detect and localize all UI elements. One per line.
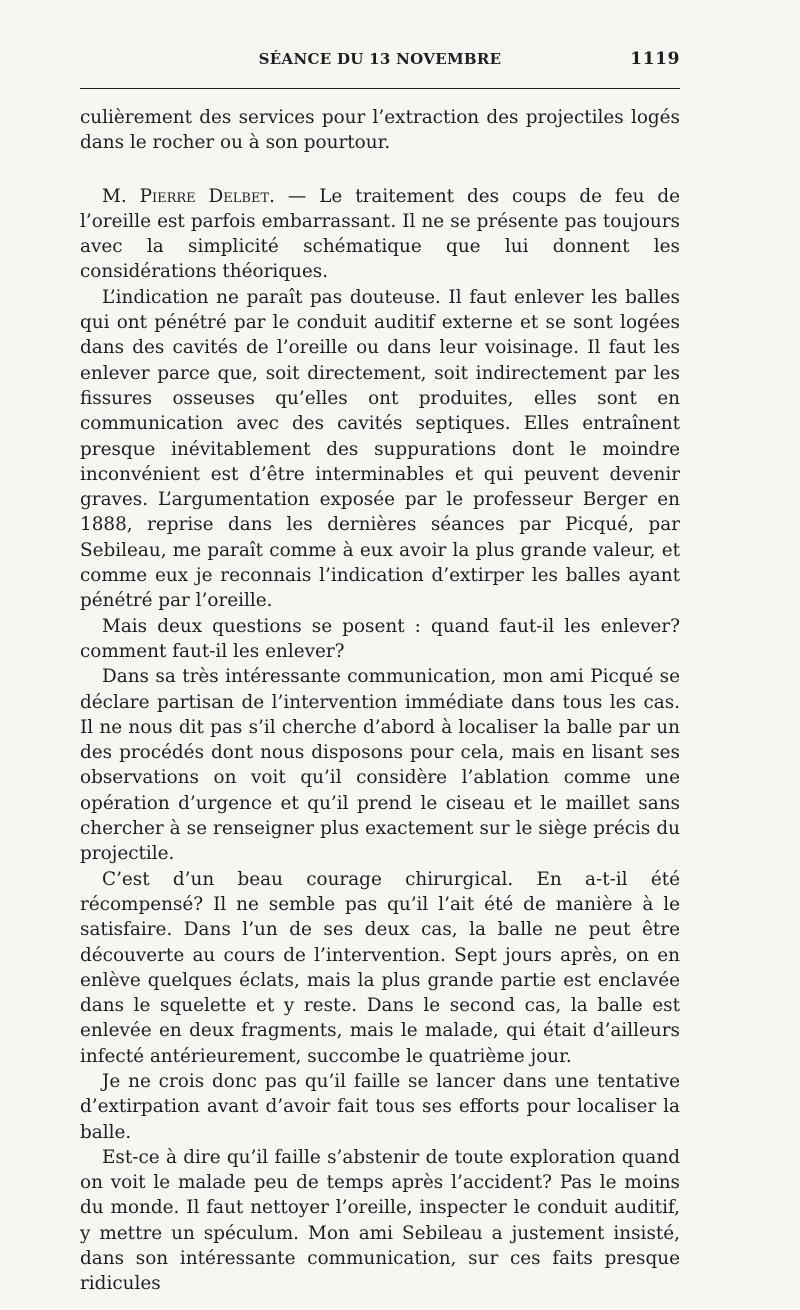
body-paragraph: Dans sa très intéressante communication, mon ami Picqué se déclare partisan de l’intervention immédiate dans tous les cas. Il ne nous dit pas s’il cherche d’abord à localiser la balle par un des procédés dont nous disposons pour cela, mais en lisant ses observations on voit qu’il considère l’ablation comme une opération d’urgence et qu’il prend le ciseau et le maillet sans chercher à se renseigner plus exactement sur le siège précis du projectile. [80,666,680,865]
body-paragraph: Je ne crois donc pas qu’il faille se lancer dans une tentative d’extirpation avant d’avoir fait tous ses efforts pour localiser la balle. [80,1070,680,1143]
body-paragraph: C’est d’un beau courage chirurgical. En a-t-il été récompensé? Il ne semble pas qu’il l’ait été de manière à le satisfaire. Dans l’un de ses deux cas, la balle ne peut être découverte au cours de l’intervention. Sept jours après, on en enlève quelques éclats, mais la plus grande partie est enclavée dans le squelette et y reste. Dans le second cas, la balle est enlevée en deux fragments, mais le malade, qui était d’ailleurs infecté antérieurement, succombe le quatrième jour. [80,868,680,1067]
speaker-text: — Le traitement des coups de feu de l’oreille est parfois embarrassant. Il ne se présente pas toujours avec la simplicité schématique que lui donnent les considérations théoriques. [80,185,680,283]
continuation-paragraph: culièrement des services pour l’extraction des projectiles logés dans le rocher ou à son pourtour. [80,107,680,154]
page-header [80,50,680,74]
body-paragraph: Est-ce à dire qu’il faille s’abstenir de toute exploration quand on voit le malade peu de temps après l’accident? Pas le moins du monde. Il faut nettoyer l’oreille, inspecter le conduit auditif, y mettre un spéculum. Mon ami Sebileau a justement insisté, dans son intéressante communication, sur ces faits presque ridicules [80,1146,680,1295]
body-text [80,105,680,1297]
body-paragraph: L’indication ne paraît pas douteuse. Il faut enlever les balles qui ont pénétré par le conduit auditif externe et se sont logées dans des cavités de l’oreille ou dans leur voisinage. Il faut les enlever parce que, soit directement, soit indirectement par les fissures osseuses qu’elles ont produites, elles sont en communication avec des cavités septiques. Elles entraînent presque inévitablement des suppurations dont le moindre inconvénient est d’être interminables et qui peuvent devenir graves. L’argumentation exposée par le professeur Berger en 1888, reprise dans les dernières séances par Picqué, par Sebileau, me paraît comme à eux avoir la plus grande valeur, et comme eux je reconnais l’indication d’extirper les balles ayant pénétré par l’oreille. [80,286,680,612]
body-paragraph: Mais deux questions se posent : quand faut-il les enlever? comment faut-il les enlever? [80,615,680,662]
page-number: 1119 [630,49,680,69]
header-rule [80,88,680,89]
speaker-paragraph [80,184,680,285]
speaker-name: M. Pierre Delbet. [102,185,275,207]
running-title: SÉANCE DU 13 NOVEMBRE [258,50,502,68]
